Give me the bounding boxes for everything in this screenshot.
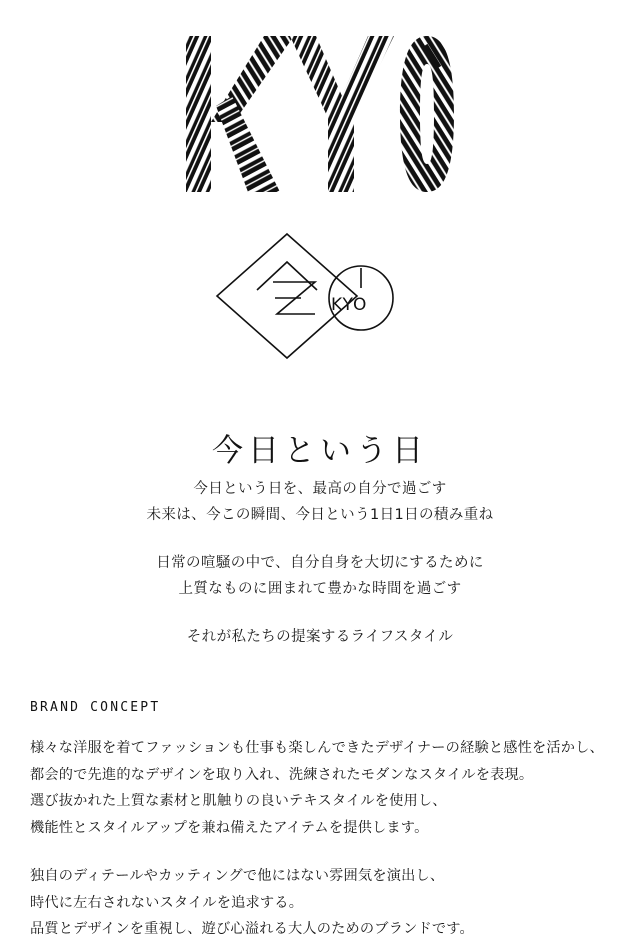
page-title: 今日という日 — [212, 432, 428, 469]
lead-copy — [0, 476, 640, 650]
monogram-kyo-text: KYO — [331, 295, 368, 315]
brand-concept-heading: BRAND CONCEPT — [30, 700, 161, 715]
concept-paragraph-1 — [30, 735, 610, 841]
lead-paragraph-3 — [0, 624, 640, 650]
concept-line: 機能性とスタイルアップを兼ね備えたアイテムを提供します。 — [30, 819, 429, 836]
concept-line: 都会的で先進的なデザインを取り入れ、洗練されたモダンなスタイルを表現。 — [30, 766, 534, 783]
lead-line: 上質なものに囲まれて豊かな時間を過ごす — [178, 581, 462, 597]
concept-line: 時代に左右されないスタイルを追求する。 — [30, 894, 304, 911]
lead-line: 日常の喧騒の中で、自分自身を大切にするために — [156, 555, 484, 571]
lead-paragraph-1 — [0, 476, 640, 528]
concept-line: 様々な洋服を着てファッションも仕事も楽しんできたデザイナーの経験と感性を活かし、 — [30, 740, 604, 756]
lead-paragraph-2 — [0, 550, 640, 602]
concept-line: 選び抜かれた上質な素材と肌触りの良いテキスタイルを使用し、 — [30, 793, 447, 809]
lead-line: 今日という日を、最高の自分で過ごす — [193, 481, 447, 497]
concept-line: 独自のディテールやカッティングで他にはない雰囲気を演出し、 — [30, 868, 445, 884]
lead-line: 未来は、今この瞬間、今日という1日1日の積み重ね — [146, 507, 494, 523]
kyo-wordmark-svg — [186, 34, 454, 194]
lead-line: それが私たちの提案するライフスタイル — [186, 629, 454, 645]
brand-concept-section — [30, 700, 610, 943]
kyo-diamond-monogram-svg — [211, 228, 429, 368]
kyo-wordmark-logo — [0, 34, 640, 194]
brand-concept-body — [30, 735, 610, 943]
kyo-diamond-monogram — [0, 228, 640, 368]
concept-line: 品質とデザインを重視し、遊び心溢れる大人のためのブランドです。 — [30, 921, 474, 937]
concept-paragraph-2 — [30, 863, 610, 943]
